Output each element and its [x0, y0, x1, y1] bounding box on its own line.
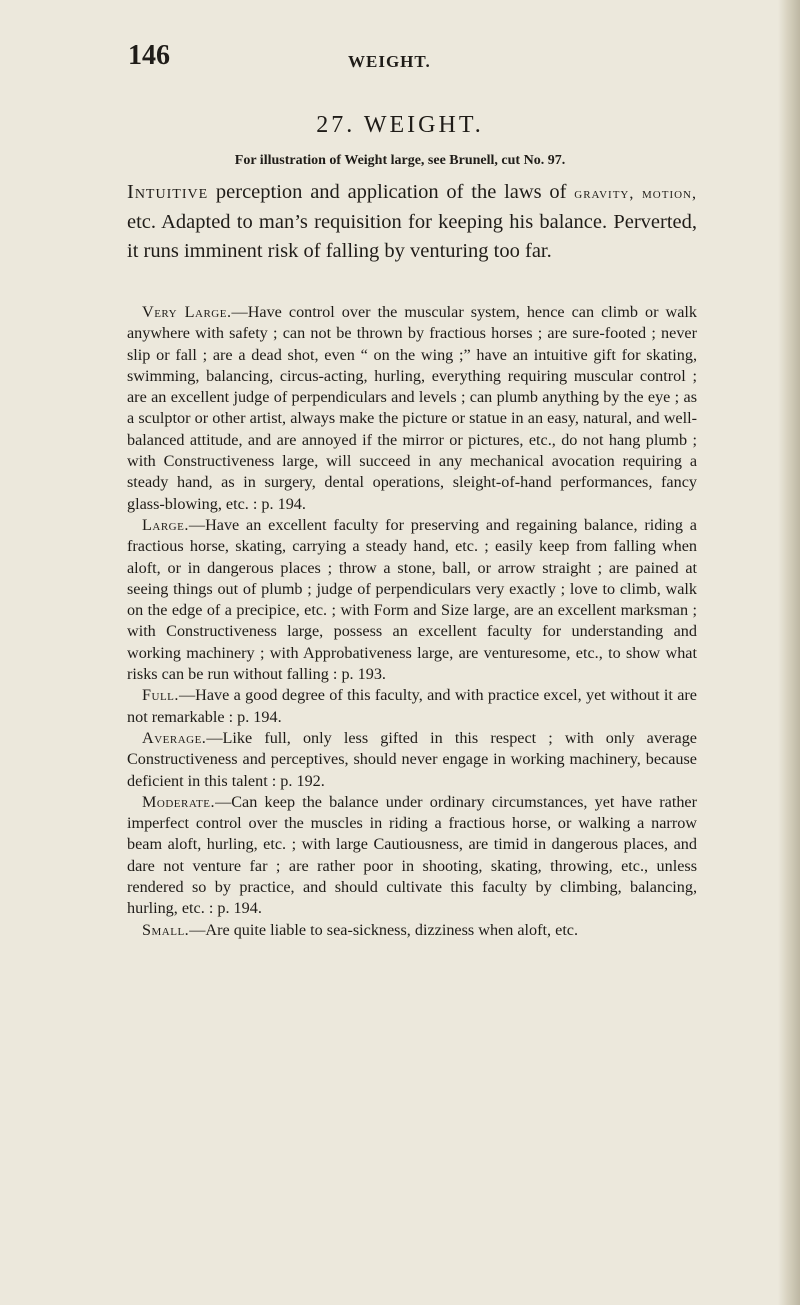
- entry-text: —Are quite liable to sea-sickness, dizziness when aloft, etc.: [189, 920, 579, 939]
- entry-label: Full.: [142, 686, 179, 705]
- entry-average: [127, 728, 697, 792]
- entry-text: —Like full, only less gifted in this respect ; with only average Constructiveness and perceptives, should never engage in working machinery, because deficient in this talent : p. 192.: [127, 728, 697, 790]
- intro-text-1: perception and application of the laws of: [208, 181, 575, 203]
- illustration-caption: For illustration of Weight large, see Brunell, cut No. 97.: [234, 153, 566, 168]
- entry-very-large: [127, 302, 697, 515]
- entry-label: Moderate.: [142, 792, 216, 811]
- degree-entries: [127, 302, 697, 941]
- entry-full: [127, 685, 697, 728]
- entry-text: —Can keep the balance under ordinary circumstances, yet have rather imperfect control over the muscles in riding a fractious horse, or walking a narrow beam aloft, hurling, etc. ; with large Cautiousness, are timid in dangerous places, and dare not venture far ; are rather poor in shooting, skating, throwing, etc., unless rendered so by practice, and should cultivate this faculty by climbing, balancing, hurling, etc. : p. 194.: [127, 792, 697, 918]
- entry-text: —Have a good degree of this faculty, and with practice excel, yet without it are not remarkable : p. 194.: [127, 686, 697, 726]
- section-title: 27. WEIGHT.: [316, 112, 484, 138]
- intro-text-2: etc. Adapted to man’s requisition for keeping his balance. Perverted, it runs imminent risk of falling by venturing too far.: [127, 211, 697, 262]
- intro-lead: Intuitive: [127, 181, 209, 203]
- entry-moderate: [127, 792, 697, 920]
- entry-label: Very Large.: [142, 303, 232, 321]
- entry-label: Average.: [142, 728, 207, 747]
- page-edge-shadow: [778, 0, 800, 1305]
- intro-paragraph: [127, 178, 697, 266]
- entry-text: —Have an excellent faculty for preserving and regaining balance, riding a fractious horse, skating, carrying a steady hand, etc. ; easily keep from falling when aloft, or in dangerous places ; throw a stone, ball, or arrow straight ; are pained at seeing things out of plumb ; judge of perpendiculars very exactly ; love to climb, walk on the edge of a precipice, etc. ; with Form and Size large, are an excellent marksman ; with Constructiveness large, possess an excellent faculty for understanding and working machinery ; with Approbativeness large, are venturesome, etc., to show what risks can be run without falling : p. 193.: [127, 515, 697, 684]
- entry-label: Large.: [142, 515, 189, 534]
- entry-text: —Have control over the muscular system, hence can climb or walk anywhere with safety ; can not be thrown by fractious horses ; are sure-footed ; never slip or fall ; are a dead shot, even “ on the wing ;” have an intuitive gift for skating, swimming, balancing, circus-acting, hurling, everything requiring muscular control ; are an excellent judge of perpendiculars and levels ; can plumb anything by the eye ; as a sculptor or other artist, always make the picture or statue in an easy, natural, and well-balanced attitude, and are annoyed if the mirror or pictures, etc., do not hang plumb ; with Constructiveness large, will succeed in any mechanical avocation requiring a steady hand, as in surgery, dental operations, sleight-of-hand performances, fancy glass-blowing, etc. : p. 194.: [127, 303, 697, 513]
- intro-small-caps: gravity, motion,: [574, 185, 697, 202]
- page-number: 146: [128, 40, 170, 71]
- running-head: WEIGHT.: [348, 52, 431, 71]
- entry-label: Small.: [142, 920, 190, 939]
- entry-large: [127, 515, 697, 685]
- entry-small: [127, 920, 697, 941]
